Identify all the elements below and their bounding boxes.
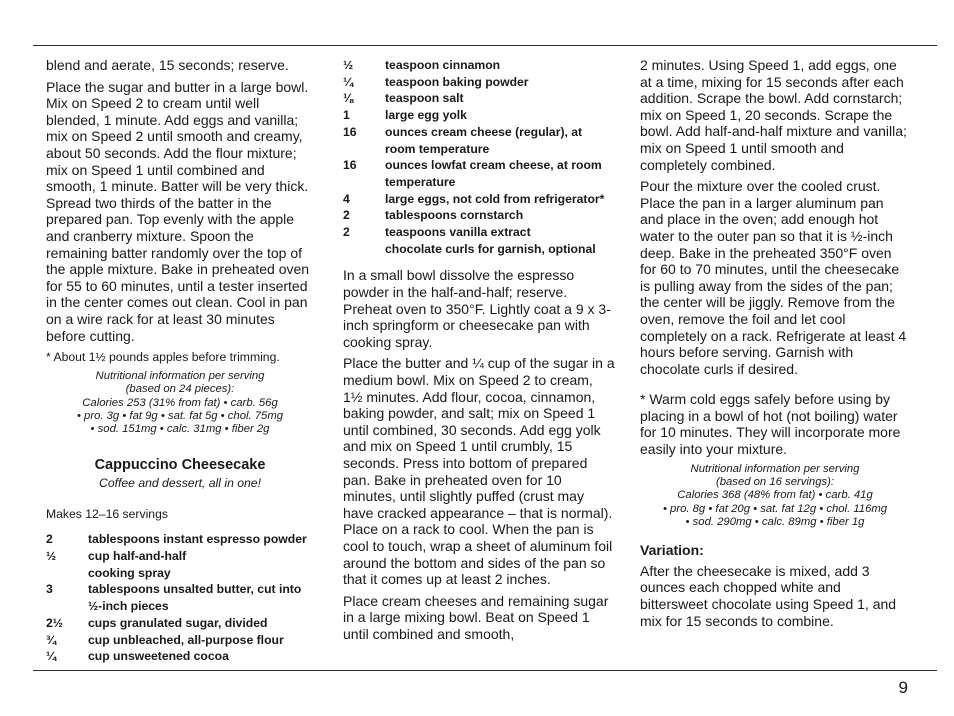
nutrition-line: • pro. 8g • fat 20g • sat. fat 12g • chol. 116mg bbox=[662, 502, 888, 515]
ingredient-row bbox=[46, 648, 314, 665]
paragraph: Place cream cheeses and remaining sugar in a large mixing bowl. Beat on Speed 1 until combined and smooth, bbox=[343, 592, 609, 642]
paragraph: Place the butter and ¼ cup of the sugar in a medium bowl. Mix on Speed 2 to cream, 1½ minutes. Add flour, cocoa, cinnamon, baking powder, and salt; mix on Speed 1 until combined, 30 seconds. Add egg yolk and mix on Speed 1 until crumbly, 15 seconds. Press into bottom of prepared pan. Bake in preheated oven for 10 minutes, until slightly puffed (crust may have cracked appearance – that is normal). Place on a rack to cool. When the pan is cool to touch, wrap a sheet of aluminum foil around the bottom and sides of the pan so that it comes up at least 2 inches. bbox=[343, 355, 615, 588]
paragraph: 2 minutes. Using Speed 1, add eggs, one at a time, mixing for 15 seconds after each addition. Scrape the bowl. Add cornstarch; mix on Speed 1, 20 seconds. Scrape the bowl. Add half-and-half mixture and vanilla; mix on Speed 1 until smooth and completely combined. bbox=[640, 57, 907, 173]
ingredient-quantity: 1 bbox=[343, 108, 350, 123]
bottom-rule bbox=[33, 670, 937, 671]
ingredient-description: cup unbleached, all-purpose flour bbox=[88, 632, 284, 647]
column-3 bbox=[640, 57, 910, 634]
nutrition-line: • sod. 151mg • calc. 31mg • fiber 2g bbox=[90, 423, 270, 436]
ingredient-description: teaspoons vanilla extract bbox=[385, 225, 531, 240]
nutrition-info bbox=[640, 463, 910, 529]
ingredient-quantity: 3 bbox=[46, 582, 53, 597]
ingredient-quantity: ¼ bbox=[343, 74, 354, 89]
ingredient-row bbox=[343, 57, 615, 74]
ingredient-quantity: 16 bbox=[343, 124, 357, 139]
ingredient-description: cooking spray bbox=[88, 565, 171, 580]
paragraph: In a small bowl dissolve the espresso powder in the half-and-half; reserve. Preheat oven to 350°F. Lightly coat a 9 x 3-inch springform or cheesecake pan with cooking spray. bbox=[343, 267, 611, 350]
nutrition-line: • sod. 290mg • calc. 89mg • fiber 1g bbox=[685, 515, 865, 528]
ingredient-row bbox=[343, 124, 615, 157]
ingredient-row bbox=[343, 90, 615, 107]
variation-text: After the cheesecake is mixed, add 3 ounces each chopped white and bittersweet chocolate using Speed 1, and mix for 15 seconds to combine. bbox=[640, 562, 897, 629]
ingredient-description: teaspoon salt bbox=[385, 91, 464, 106]
ingredient-quantity: 4 bbox=[343, 191, 350, 206]
ingredient-description: cups granulated sugar, divided bbox=[88, 615, 268, 630]
ingredient-description: tablespoons unsalted butter, cut into ½-inch pieces bbox=[88, 582, 302, 614]
ingredient-description: tablespoons cornstarch bbox=[385, 208, 524, 223]
ingredient-quantity: ¼ bbox=[46, 649, 57, 664]
ingredient-row bbox=[343, 157, 615, 190]
paragraph: Pour the mixture over the cooled crust. Place the pan in a larger aluminum pan and place in the oven; add enough hot water to the outer pan so that it is ½-inch deep. Bake in the preheated 350°F oven for 60 to 70 minutes, until the cheesecake is pulling away from the sides of the pan; the center will be jiggly. Remove from the oven, remove the foil and let cool completely on a rack. Refrigerate at least 4 hours before serving. Garnish with chocolate curls if desired. bbox=[640, 178, 907, 377]
ingredient-description: tablespoons instant espresso powder bbox=[88, 532, 307, 547]
ingredient-row bbox=[343, 224, 615, 241]
ingredient-description: teaspoon cinnamon bbox=[385, 58, 501, 72]
top-rule bbox=[33, 45, 937, 46]
ingredient-description: large egg yolk bbox=[385, 108, 467, 123]
ingredient-row bbox=[46, 531, 314, 548]
ingredient-quantity: ½ bbox=[343, 58, 354, 72]
variation-title: Variation: bbox=[640, 542, 704, 559]
nutrition-line: (based on 24 pieces): bbox=[125, 383, 235, 396]
nutrition-line: Calories 368 (48% from fat) • carb. 41g bbox=[677, 489, 873, 502]
page-number: 9 bbox=[898, 678, 908, 697]
nutrition-info bbox=[46, 370, 314, 436]
ingredient-quantity bbox=[343, 241, 385, 258]
ingredient-list bbox=[46, 531, 314, 665]
ingredient-row bbox=[343, 74, 615, 91]
ingredient-description: cup unsweetened cocoa bbox=[88, 649, 229, 664]
ingredient-description: ounces cream cheese (regular), at room temperature bbox=[385, 124, 583, 156]
column-2 bbox=[343, 57, 615, 648]
column-1 bbox=[46, 57, 314, 665]
ingredient-description: teaspoon baking powder bbox=[385, 74, 529, 89]
ingredient-description: ounces lowfat cream cheese, at room temperature bbox=[385, 158, 602, 189]
ingredient-quantity: 2½ bbox=[46, 615, 63, 630]
recipe-subtitle: Coffee and dessert, all in one! bbox=[99, 476, 261, 491]
nutrition-line: (based on 16 servings): bbox=[715, 475, 835, 488]
ingredient-row bbox=[343, 241, 615, 258]
ingredient-quantity: 16 bbox=[343, 158, 357, 173]
ingredient-list bbox=[343, 57, 615, 257]
ingredient-quantity bbox=[46, 565, 88, 582]
ingredient-quantity: ½ bbox=[46, 549, 57, 564]
ingredient-quantity: ⅛ bbox=[343, 91, 354, 106]
nutrition-line: Calories 253 (31% from fat) • carb. 56g bbox=[82, 396, 278, 409]
ingredient-description: large eggs, not cold from refrigerator* bbox=[385, 191, 605, 206]
paragraph: blend and aerate, 15 seconds; reserve. bbox=[46, 57, 289, 73]
ingredient-row bbox=[343, 207, 615, 224]
ingredient-row bbox=[46, 548, 314, 565]
ingredient-quantity: ¾ bbox=[46, 632, 57, 647]
ingredient-description: chocolate curls for garnish, optional bbox=[385, 241, 596, 256]
ingredient-row bbox=[343, 191, 615, 208]
ingredient-row bbox=[343, 107, 615, 124]
servings-yield: Makes 12–16 servings bbox=[46, 506, 168, 521]
paragraph: Place the sugar and butter in a large bowl. Mix on Speed 2 to cream until well blended, 1 minute. Add eggs and vanilla; mix on Speed 2 until smooth and creamy, about 50 seconds. Add the flour mixture; mix on Speed 1 until combined and smooth, 1 minute. Batter will be very thick. Spread two thirds of the batter in the prepared pan. Top evenly with the apple and cranberry mixture. Spoon the remaining batter randomly over the top of the apple mixture. Bake in preheated oven for 55 to 60 minutes, until a tester inserted in the center comes out clean. Cool in pan on a wire rack for at least 30 minutes before cutting. bbox=[46, 78, 310, 344]
ingredient-row bbox=[46, 632, 314, 649]
ingredient-quantity: 2 bbox=[343, 225, 350, 240]
nutrition-line: Nutritional information per serving bbox=[690, 462, 860, 475]
ingredient-row bbox=[46, 581, 314, 614]
recipe-title: Cappuccino Cheesecake bbox=[94, 456, 266, 473]
paragraph: * Warm cold eggs safely before using by placing in a bowl of hot (not boiling) water for 10 minutes. They will incorporate more easily into your mixture. bbox=[640, 391, 901, 458]
ingredient-row bbox=[46, 565, 314, 582]
ingredient-row bbox=[46, 615, 314, 632]
ingredient-quantity: 2 bbox=[343, 208, 350, 223]
nutrition-line: • pro. 3g • fat 9g • sat. fat 5g • chol. 75mg bbox=[76, 409, 284, 422]
ingredient-quantity: 2 bbox=[46, 532, 53, 547]
ingredient-description: cup half-and-half bbox=[88, 549, 187, 564]
footnote: * About 1½ pounds apples before trimming. bbox=[46, 350, 280, 365]
nutrition-line: Nutritional information per serving bbox=[95, 370, 265, 383]
